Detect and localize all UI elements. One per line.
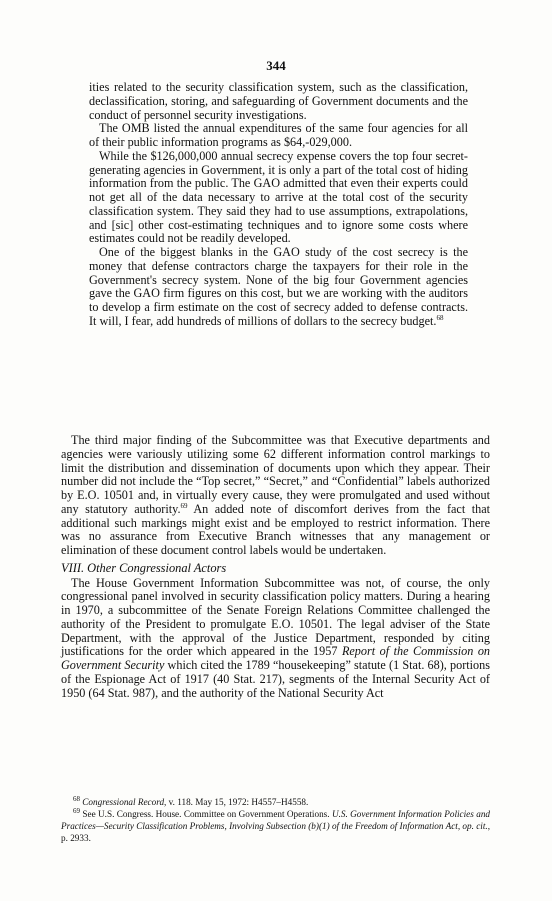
quote-paragraph: The OMB listed the annual expenditures of the same four agencies for all of their public information programs as $64,-029,000. <box>89 121 468 149</box>
body-text-run: which cited the 1789 “housekeeping” statute (1 Stat. 68), portions of the Espionage Act of 1917 (40 Stat. 217), segments of the Internal Security Act of 1950 (64 Stat. 987), and the authority of the National Security Act <box>61 658 490 700</box>
body-text-run: An added note of discomfort derives from the fact that additional such markings might exist and be employed to restrict information. There was no assurance from Executive Branch witnesses that any management or elimination of these document control labels would be undertaken. <box>61 501 490 557</box>
body-paragraph <box>61 577 490 701</box>
footnote <box>61 808 490 844</box>
footnotes <box>61 796 490 844</box>
quote-paragraph: ities related to the security classification system, such as the classification, declassification, storing, and safeguarding of Government documents and the conduct of personnel security investigations. <box>89 80 468 122</box>
footnote-mark: 69 <box>73 806 80 815</box>
body-paragraph <box>61 434 490 558</box>
cited-title: Report of the Commission on Government Security <box>61 644 491 672</box>
section-heading: VIII. Other Congressional Actors <box>61 560 227 575</box>
footnote-text: See U.S. Congress. House. Committee on Government Operations. <box>82 809 332 819</box>
footnote-ref: 69 <box>180 501 188 510</box>
block-quote <box>89 81 468 329</box>
page-number: 344 <box>266 58 286 73</box>
body-text-run: The third major finding of the Subcommittee was that Executive departments and agencies were variously utilizing some 62 different information control markings to limit the distribution and dissemination of documents upon which they appear. Their number did not include the “Top secret,” “Secret,” and “Confidential” labels authorized by E.O. 10501 and, in virtually every cause, they were promulgated and used without any statutory authority. <box>61 433 490 516</box>
footnote-mark: 68 <box>73 794 80 803</box>
quote-paragraph <box>89 246 468 329</box>
footnote-title: U.S. Government Information Policies and Practices—Security Classification Problems, Involving Subsection (b)(1) of the Freedom of Information Act, op. cit. <box>61 809 491 831</box>
body-text-run: The House Government Information Subcommittee was not, of course, the only congressional panel involved in security classification policy matters. During a hearing in 1970, a subcommittee of the Senate Foreign Relations Committee challenged the authority of the President to promulgate E.O. 10501. The legal adviser of the State Department, with the approval of the Justice Department, responded by citing justifications for the order which appeared in the 1957 <box>61 575 490 659</box>
quote-text: One of the biggest blanks in the GAO study of the cost secrecy is the money that defense contractors charge the taxpayers for their role in the Government's secrecy system. None of the big four Government agencies gave the GAO firm figures on this cost, but we are working with the auditors to develop a firm estimate on the cost of secrecy added to defense contracts. It will, I fear, add hundreds of millions of dollars to the secrecy budget. <box>89 245 468 328</box>
body-text <box>61 434 490 700</box>
quote-paragraph: While the $126,000,000 annual secrecy expense covers the top four secret-generating agencies in Government, it is only a part of the total cost of hiding information from the public. The GAO admitted that even their experts could not get all of the data necessary to arrive at the total cost of the security classification system. They said they had to use assumptions, extrapolations, and [sic] other cost-estimating techniques and to ignore some costs where estimates could not be readily developed. <box>89 148 468 246</box>
footnote-ref: 68 <box>436 313 444 322</box>
footnote-text: , v. 118. May 15, 1972: H4557–H4558. <box>164 797 309 807</box>
footnote-title: Congressional Record <box>82 797 165 807</box>
footnote <box>61 796 490 808</box>
footnote-text: , p. 2933. <box>61 821 490 843</box>
